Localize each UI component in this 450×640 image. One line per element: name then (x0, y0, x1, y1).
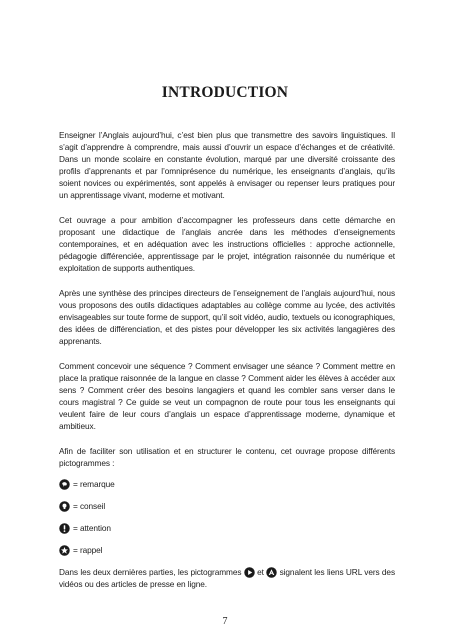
pictogram-label: = attention (73, 523, 111, 533)
pictogram-label: = conseil (73, 501, 106, 511)
paragraph: Afin de faciliter son utilisation et en structurer le contenu, cet ouvrage propose différents pictogrammes : (59, 446, 395, 468)
play-icon (244, 567, 255, 578)
pictogram-item-conseil (59, 500, 395, 512)
pictogram-label: = remarque (73, 479, 115, 489)
pictogram-label: = rappel (73, 545, 103, 555)
pictogram-item-attention (59, 522, 395, 534)
pictogram-list (59, 478, 395, 556)
page-title: INTRODUCTION (161, 84, 289, 101)
closing-paragraph (59, 566, 395, 590)
paragraph: Enseigner l’Anglais aujourd’hui, c’est bien plus que transmettre des savoirs linguistiques. Il s’agit d’apprendre à comprendre, mais aussi d’ouvrir un espace d’échanges et de créativité. Dans un monde scolaire en constante évolution, marqué par une diversité croissante des profils d’apprenants et par l’omniprésence du numérique, les enseignants d’anglais, qu’ils soient novices ou expérimentés, sont appelés à envisager ou repenser leurs pratiques pour un apprentissage vivant, moderne et motivant. (59, 130, 395, 200)
pictogram-item-rappel (59, 544, 395, 556)
article-icon (266, 567, 277, 578)
pictogram-item-remarque (59, 478, 395, 490)
remark-icon (59, 479, 70, 490)
closing-text-after: signalent les liens URL vers des vidéos ou des articles de presse en ligne. (59, 567, 395, 590)
closing-text-before: Dans les deux dernières parties, les pictogrammes (59, 567, 244, 577)
exclamation-icon (59, 523, 70, 534)
lightbulb-icon (59, 501, 70, 512)
paragraph: Cet ouvrage a pour ambition d’accompagner les professeurs dans cette démarche en proposant une didactique de l’anglais ancrée dans les méthodes d’enseignements contemporaines, et en adéquation avec les instructions officielles : approche actionnelle, pédagogie différenciée, apprentissage par le projet, intégration raisonnée du numérique et exploitation de supports authentiques. (59, 215, 395, 273)
star-icon (59, 545, 70, 556)
paragraph: Après une synthèse des principes directeurs de l’enseignement de l’anglais aujourd’hui, nous vous proposons des outils didactiques adaptables au collège comme au lycée, des activités envisageables sur toute forme de support, qu’il soit vidéo, audio, textuels ou iconographiques, des idées de différenciation, et des pistes pour développer les six activités langagières des apprenants. (59, 288, 395, 346)
closing-text-and: et (254, 567, 267, 577)
paragraph: Comment concevoir une séquence ? Comment envisager une séance ? Comment mettre en place la pratique raisonnée de la langue en classe ? Comment aider les élèves à accéder aux sens ? Comment créer des besoins langagiers et quand les combler sans verser dans le cours magistral ? Ce guide se veut un compagnon de route pour tous les enseignants qui veulent faire de leur cours d’anglais un espace d’apprentissage moderne, dynamique et ambitieux. (59, 361, 395, 431)
page-number: 7 (222, 616, 228, 627)
body-text (59, 129, 395, 603)
